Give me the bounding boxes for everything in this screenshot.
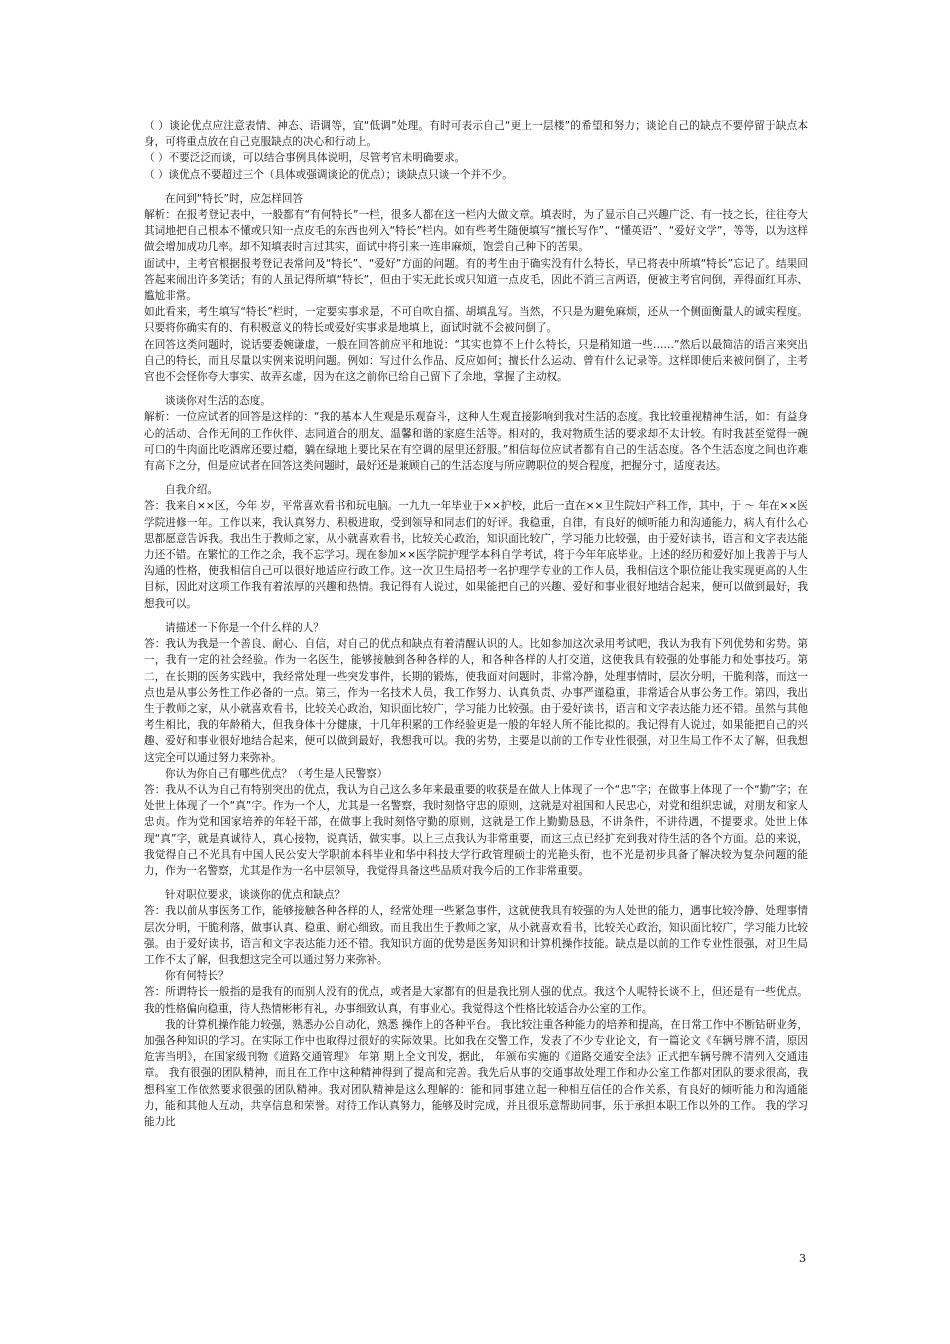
paragraph: 解析：一位应试者的回答是这样的：“我的基本人生观是乐观奋斗，这种人生观直接影响到我对生活的态度。我比较重视精神生活，如：有益身心的活动、合作无间的工作伙伴、志同道合的朋友、温馨和谐的家庭生活等。相对的，我对物质生活的要求却不太计较。有时我甚至觉得一碗可口的牛肉面比吃酒席还要过瘾，躺在绿地上要比呆在有空调的屋里还舒服。”相信每位应试者都有自己的生活态度。各个生活态度之间也许难有高下之分，但是应试者在回答这类问题时，最好还是兼顾自己的生活态度与所应聘职位的契合程度，把握分寸，适度表达。	[144, 411, 808, 473]
paragraph: 答：我以前从事医务工作，能够接触各种各样的人，经常处理一些紧急事件，这就使我具有较强的为人处世的能力，遇事比较冷静、处理事情层次分明，干脆利落，做事认真、稳重、耐心细致。而且我出生于教师之家，从小就喜欢看书，比较关心政治，知识面比较广，学习能力比较强。由于爱好读书，语言和文字表达能力还不错。我知识方面的优势是医务知识和计算机操作技能。缺点是以前的工作专业性很强，对卫生局工作不太了解，但我想这完全可以通过努力来弥补。	[144, 905, 808, 966]
paragraph: （ ）谈论优点应注意表情、神态、语调等，宜“低调”处理。有时可表示自己“更上一层楼”的希望和努力；谈论自己的缺点不要停留于缺点本身，可将重点放在自己克服缺点的决心和行动上。	[144, 120, 808, 149]
paragraph: 答：所谓特长一般指的是我有的而别人没有的优点，或者是大家都有的但是我比别人强的优点。我这个人呢特长谈不上，但还是有一些优点。 我的性格偏向稳重，待人热情彬彬有礼，办事细致认真，有事业心。我觉得这个性格比较适合办公室的工作。	[144, 986, 808, 1015]
paragraph: 谈谈你对生活的态度。	[165, 395, 271, 408]
paragraph-gap	[144, 879, 808, 887]
paragraph: 请描述一下你是一个什么样的人？	[165, 621, 324, 634]
paragraph: 如此看来，考生填写“特长”栏时，一定要实事求是，不可自吹自擂、胡填乱写。当然，不只是为避免麻烦，还从一个侧面衡量人的诚实程度。只要将你确实有的、有积极意义的特长或爱好实事求是地填上，面试时就不会被问倒了。	[144, 306, 808, 335]
paragraph: 答：我来自××区，今年 岁，平常喜欢看书和玩电脑。一九九一年毕业于××护校，此后一直在××卫生院妇产科工作，其中，于 ～ 年在××医学院进修一年。工作以来，我认真努力、积极进取，受到领导和同志们的好评。我稳重，自律，有良好的倾听能力和沟通能力，病人有什么心思都愿意告诉我。我出生于教师之家，从小就喜欢看书，比较关心政治，知识面比较广，学习能力比较强，由于爱好读书，语言和文字表达能力还不错。在繁忙的工作之余，我不忘学习。现在参加××医学院护理学本科自学考试，将于今年年底毕业。上述的经历和爱好加上我善于与人沟通的性格，使我相信自己可以很好地适应行政工作。这一次卫生局招考一名护理学专业的工作人员，我相信这个职位能让我实现更高的人生目标，因此对这项工作我有着浓厚的兴趣和热情。我记得有人说过，如果能把自己的兴趣、爱好和事业很好地结合起来，便可以做到最好，我想我可以。	[144, 500, 808, 610]
paragraph: 解析：在报考登记表中，一般都有“有何特长”一栏，很多人都在这一栏内大做文章。填表时，为了显示自己兴趣广泛、有一技之长，往往夸大其词地把自己根本不懂或只知一点皮毛的东西也列入“特长”栏内。如有些考生随便填写“擅长写作”、“懂英语”、“爱好文学”，等等，以为这样做会增加成功几率。却不知填表时言过其实，面试中将引来一连串麻烦，饱尝自己种下的苦果。	[144, 209, 808, 254]
paragraph-gap	[144, 612, 808, 620]
paragraph: 我的计算机操作能力较强，熟悉办公自动化，熟悉 操作上的各种平台。 我比较注重各种能力的培养和提高，在日常工作中不断钻研业务，加强各种知识的学习。在实际工作中也取得过很好的实际效果。比如我在交警工作，发表了不少专业论文，有一篇论文《车辆号牌不清，原因危害当明》，在国家级刊物《道路交通管理》 年第 期上全文刊发，据此， 年颁布实施的《道路交通安全法》正式把车辆号牌不清列入交通违章。 我有很强的团队精神，而且在工作中这种精神得到了提高和完善。我先后从事的交通事故处理工作和办公室工作都对团队的要求很高，我想科室工作依然要求很强的团队精神。我对团队精神是这么理解的：能和同事建立起一种相互信任的合作关系，有良好的倾听能力和沟通能力，能和其他人互动，共享信息和荣誉。对待工作认真努力，能够及时完成，并且很乐意帮助同事，乐于承担本职工作以外的工作。 我的学习能力比	[144, 1018, 808, 1128]
paragraph: 在回答这类问题时，说话要委婉谦虚，一般在回答前应平和地说：“其实也算不上什么特长，只是稍知道一些……”然后以最简洁的语言来突出自己的特长，而且尽量以实例来说明问题。例如：写过什么作品、反应如何；擅长什么运动、曾有什么记录等。这样即使后来被问倒了，主考官也不会怪你夸大事实、故弄玄虚，因为在这之前你已给自己留下了余地，掌握了主动权。	[144, 338, 808, 384]
paragraph: （ ）不要泛泛而谈，可以结合事例具体说明，尽管考官未明确要求。	[144, 152, 466, 165]
paragraph: 针对职位要求，谈谈你的优点和缺点？	[165, 889, 346, 902]
paragraph: 你认为你自己有哪些优点？（考生是人民警察）	[165, 767, 388, 780]
paragraph: 你有何特长？	[165, 970, 229, 983]
paragraph: 答：我认为我是一个善良、耐心、自信，对自己的优点和缺点有着清醒认识的人。比如参加这次录用考试吧，我认为我有下列优势和劣势。第一，我有一定的社会经验。作为一名医生，能够接触到各种各样的人，和各种各样的人打交道，这使我具有较强的处事能力和处事技巧。第二，在长期的医务实践中，我经常处理一些突发事件，长期的锻炼，使我面对问题时，非常冷静，处理事情时，层次分明，干脆利落，而这一点也是从事公务性工作必备的一点。第三，作为一名技术人员，我工作努力、认真负责、办事严谨稳重，非常适合从事公务工作。第四，我出生于教师之家，从小就喜欢看书，比较关心政治，知识面比较广，学习能力比较强。由于爱好读书，语言和文字表达能力还不错。虽然与其他考生相比，我的年龄稍大，但我身体十分健康，十几年积累的工作经验更是一般的年轻人所不能比拟的。我记得有人说过，如果能把自己的兴趣、爱好和事业很好地结合起来，便可以做到最好，我想我可以。我的劣势，主要是以前的工作专业性很强，对卫生局工作不太了解，但我想这完全可以通过努力来弥补。	[144, 638, 808, 764]
paragraph-gap	[144, 474, 808, 482]
paragraph-gap	[144, 385, 808, 393]
document-body	[144, 118, 808, 1130]
paragraph: 面试中，主考官根据报考登记表常问及“特长”、“爱好”方面的问题。有的考生由于确实没有什么特长，早已将表中所填“特长”忘记了。结果回答起来闹出许多笑话；有的人虽记得所填“特长”，但由于实无此长或只知道一点皮毛，因此不消三言两语，便被主考官问倒，弄得面红耳赤、尴尬非常。	[144, 257, 808, 303]
paragraph: 在问到“特长”时，应怎样回答	[165, 192, 304, 205]
paragraph-gap	[144, 183, 808, 191]
page-number: 3	[799, 1252, 806, 1265]
paragraph: 答：我从不认为自己有特别突出的优点，我认为自己这么多年来最重要的收获是在做人上体现了一个“忠”字；在做事上体现了一个“勤”字；在处世上体现了一个“真”字。作为一个人，尤其是一名警察，我时刻恪守忠的原则，这就是对祖国和人民忠心，对党和组织忠诚，对朋友和家人忠贞。作为党和国家培养的年轻干部，在做事上我时刻恪守勤的原则，这就是工作上勤勤恳恳，不讲条件，不讲待遇，不提要求。处世上体现“真”字，就是真诚待人，真心接物，说真话，做实事。以上三点我认为非常重要，而这三点已经扩充到我对待生活的各个方面。总的来说，我觉得自己不光具有中国人民公安大学职前本科毕业和华中科技大学行政管理硕士的光艳头衔，也不光是初步具备了解决较为复杂问题的能力，作为一名警察，尤其是作为一名中层领导，我觉得具备这些品质对我今后的工作非常重要。	[144, 783, 808, 877]
paragraph: 自我介绍。	[165, 484, 218, 497]
paragraph: （ ）谈优点不要超过三个（具体或强调谈论的优点）；谈缺点只谈一个并不少。	[144, 168, 513, 181]
